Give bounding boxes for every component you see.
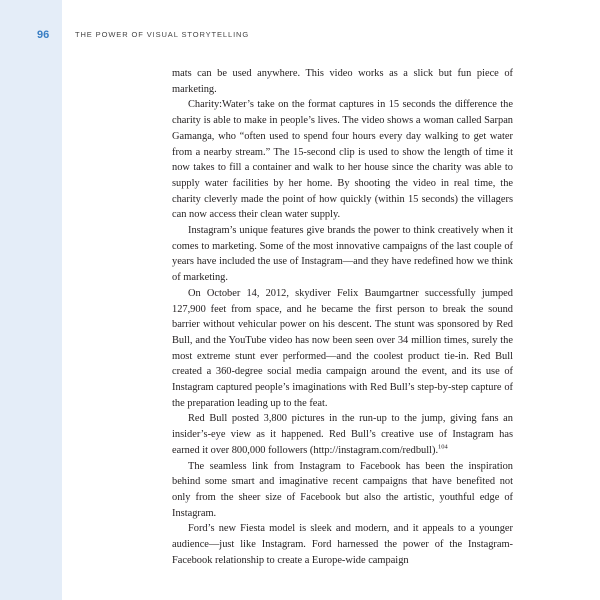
paragraph: Ford’s new Fiesta model is sleek and modern, and it appeals to a younger audience—just like Instagram. Ford harnessed the power of the Instagram-Facebook relationship to create a Europe-wide campaign bbox=[172, 523, 513, 566]
paragraph: Charity:Water’s take on the format captures in 15 seconds the difference the charity is able to make in people’s lives. The video shows a woman called Sarpan Gamanga, who “often used to spend four hours every day walking to get water from a nearby stream.” The 15-second clip is used to show the length of time it now takes to fill a container and walk to her house since the charity was able to supply water facilities by her home. By shooting the video in real time, the charity cleverly made the point of how quickly (within 15 seconds) the villagers can now access their clean water supply. bbox=[172, 99, 513, 221]
paragraph: The seamless link from Instagram to Facebook has been the inspiration behind some smart and imaginative recent campaigns that have benefited not only from the sheer size of Facebook but also the artistic, youthful edge of Instagram. bbox=[172, 460, 513, 519]
paragraph-text: Red Bull posted 3,800 pictures in the run-up to the jump, giving fans an insider’s-eye view as it happened. Red Bull’s creative use of Instagram has earned it over 800,000 followers (http://instagram.com/redbull). bbox=[172, 413, 513, 456]
paragraph: Instagram’s unique features give brands the power to think creatively when it comes to marketing. Some of the most innovative campaigns of the last couple of years have included the use of Instagram—and they have redefined how we think of marketing. bbox=[172, 225, 513, 284]
body-text bbox=[172, 66, 513, 569]
paragraph-with-footnote bbox=[172, 411, 513, 458]
paragraph: mats can be used anywhere. This video works as a slick but fun piece of marketing. bbox=[172, 68, 513, 95]
page-header bbox=[0, 27, 600, 43]
running-head: THE POWER OF VISUAL STORYTELLING bbox=[75, 30, 250, 39]
page-number: 96 bbox=[37, 29, 50, 41]
footnote-reference: 104 bbox=[438, 443, 448, 451]
page-margin-band bbox=[0, 0, 62, 600]
paragraph: On October 14, 2012, skydiver Felix Baumgartner successfully jumped 127,900 feet from space, and he became the first person to break the sound barrier without vehicular power on his descent. The stunt was sponsored by Red Bull, and the YouTube video has now been seen over 34 million times, surely the most extreme stunt ever performed—and the coolest product tie-in. Red Bull created a 360-degree social media campaign around the event, and its use of Instagram captured people’s imaginations with Red Bull’s step-by-step capture of the preparation leading up to the feat. bbox=[172, 287, 513, 409]
